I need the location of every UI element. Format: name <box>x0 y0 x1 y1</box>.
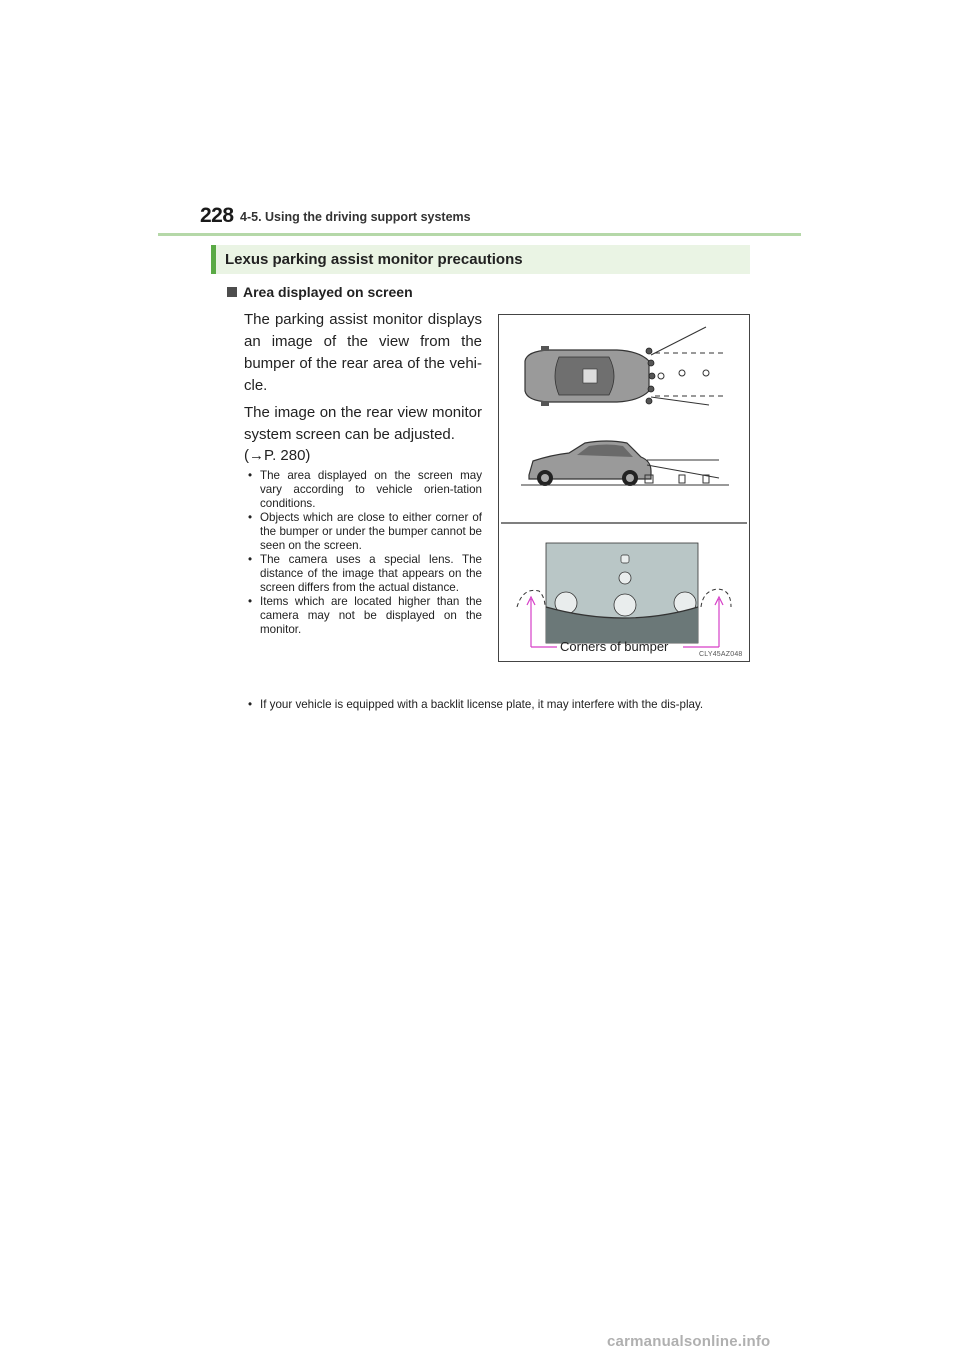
parking-view-diagram <box>499 315 749 661</box>
side-view-car-icon <box>529 441 651 486</box>
notes-list <box>246 469 482 637</box>
note-item: • Items which are located higher than the camera may not be displayed on the monitor. <box>246 595 482 637</box>
note-item: • The area displayed on the screen may vary according to vehicle orien-tation conditions. <box>246 469 482 511</box>
note-item: • Objects which are close to either corner of the bumper or under the bumper cannot be seen on the screen. <box>246 511 482 553</box>
paragraph-1: The parking assist monitor displays an image of the view from the bumper of the rear area of the vehi-cle. <box>244 311 482 394</box>
watermark: carmanualsonline.info <box>607 1333 771 1350</box>
paragraph-2: The image on the rear view monitor system screen can be adjusted. <box>244 404 482 443</box>
view-lines <box>651 327 724 405</box>
note-item: • The camera uses a special lens. The distance of the image that appears on the screen differs from the actual distance. <box>246 553 482 595</box>
illustration <box>498 314 750 662</box>
note-wide: • If your vehicle is equipped with a backlit license plate, it may interfere with the dis-play. <box>246 698 750 712</box>
box-heading: Lexus parking assist monitor precautions <box>211 245 750 274</box>
cross-reference: (→P. 280) <box>244 447 311 464</box>
figure-callout-label: Corners of bumper <box>560 639 669 654</box>
sub-heading <box>227 284 413 300</box>
top-view-car-icon <box>525 346 649 406</box>
monitor-screen <box>546 543 698 643</box>
section-title: 4-5. Using the driving support systems <box>240 210 471 224</box>
figure-code: CLY45AZ048 <box>699 651 743 658</box>
page-number: 228 <box>200 204 234 227</box>
sub-heading-text: Area displayed on screen <box>243 284 413 300</box>
square-bullet-icon <box>227 287 237 297</box>
header-rule <box>158 233 801 236</box>
